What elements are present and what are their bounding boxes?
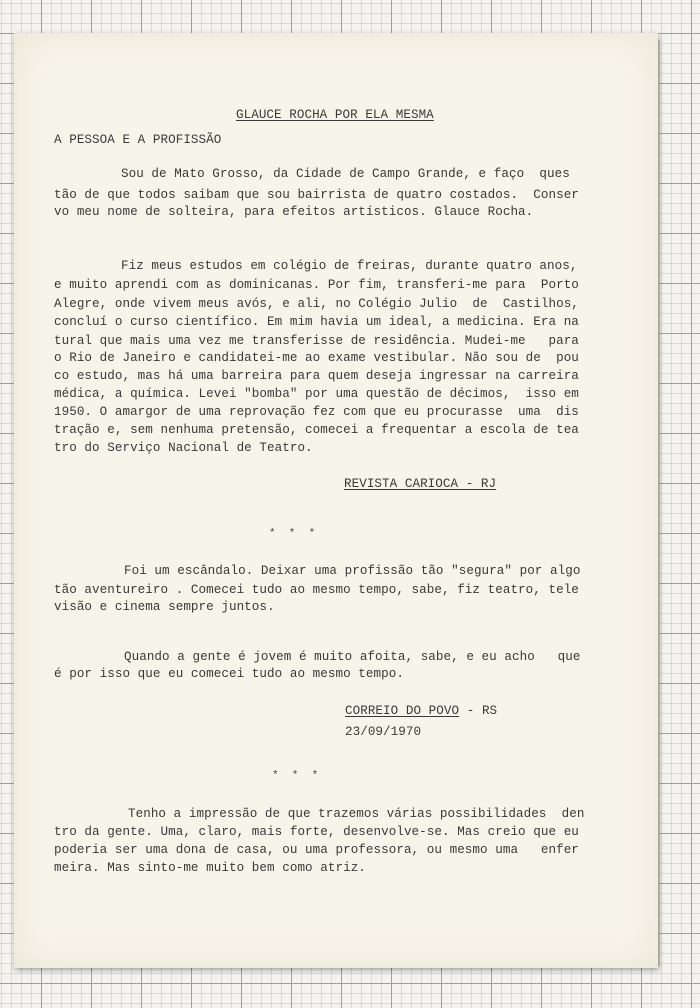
text-line: concluí o curso científico. Em mim havia um ideal, a medicina. Era na xyxy=(54,315,579,329)
text-line: Alegre, onde vivem meus avós, e ali, no Colégio Julio de Castilhos, xyxy=(54,297,579,311)
text-line: Sou de Mato Grosso, da Cidade de Campo Grande, e faço ques xyxy=(121,167,570,181)
text-line: tão de que todos saibam que sou bairrista de quatro costados. Conser xyxy=(54,188,579,202)
text-line: o Rio de Janeiro e candidatei-me ao exame vestibular. Não sou de pou xyxy=(54,351,579,365)
text-line: tro da gente. Uma, claro, mais forte, desenvolve-se. Mas creio que eu xyxy=(54,825,579,839)
source-correio-do-povo xyxy=(345,705,497,718)
document-page xyxy=(14,33,658,968)
section-heading: A PESSOA E A PROFISSÃO xyxy=(54,133,222,147)
separator-stars: * * * xyxy=(272,770,319,782)
separator-stars: * * * xyxy=(269,528,316,540)
source-suffix: - RS xyxy=(459,704,498,718)
text-line: Foi um escândalo. Deixar uma profissão tão "segura" por algo xyxy=(124,564,581,578)
text-line: tração e, sem nenhuma pretensão, comecei a frequentar a escola de tea xyxy=(54,423,579,437)
document-title: GLAUCE ROCHA POR ELA MESMA xyxy=(236,108,434,122)
text-line: Tenho a impressão de que trazemos várias possibilidades den xyxy=(128,807,585,821)
text-line: visão e cinema sempre juntos. xyxy=(54,600,275,614)
source-revista-carioca: REVISTA CARIOCA - RJ xyxy=(344,477,497,491)
text-line: tural que mais uma vez me transferisse de residência. Mudei-me para xyxy=(54,334,579,348)
text-line: meira. Mas sinto-me muito bem como atriz. xyxy=(54,861,366,875)
text-line: e muito aprendi com as dominicanas. Por fim, transferi-me para Porto xyxy=(54,278,579,292)
source-date: 23/09/1970 xyxy=(345,725,422,739)
text-line: Fiz meus estudos em colégio de freiras, durante quatro anos, xyxy=(121,259,578,273)
text-line: é por isso que eu comecei tudo ao mesmo tempo. xyxy=(54,667,404,681)
text-line: tão aventureiro . Comecei tudo ao mesmo tempo, sabe, fiz teatro, tele xyxy=(54,583,579,597)
text-line: 1950. O amargor de uma reprovação fez com que eu procurasse uma dis xyxy=(54,405,579,419)
text-line: vo meu nome de solteira, para efeitos artísticos. Glauce Rocha. xyxy=(54,205,534,219)
text-line: poderia ser uma dona de casa, ou uma professora, ou mesmo uma enfer xyxy=(54,843,579,857)
text-line: Quando a gente é jovem é muito afoita, sabe, e eu acho que xyxy=(124,650,581,664)
text-line: médica, a química. Levei "bomba" por uma questão de décimos, isso em xyxy=(54,387,579,401)
source-name: CORREIO DO POVO xyxy=(345,704,460,718)
text-line: co estudo, mas há uma barreira para quem deseja ingressar na carreira xyxy=(54,369,579,383)
text-line: tro do Serviço Nacional de Teatro. xyxy=(54,441,313,455)
